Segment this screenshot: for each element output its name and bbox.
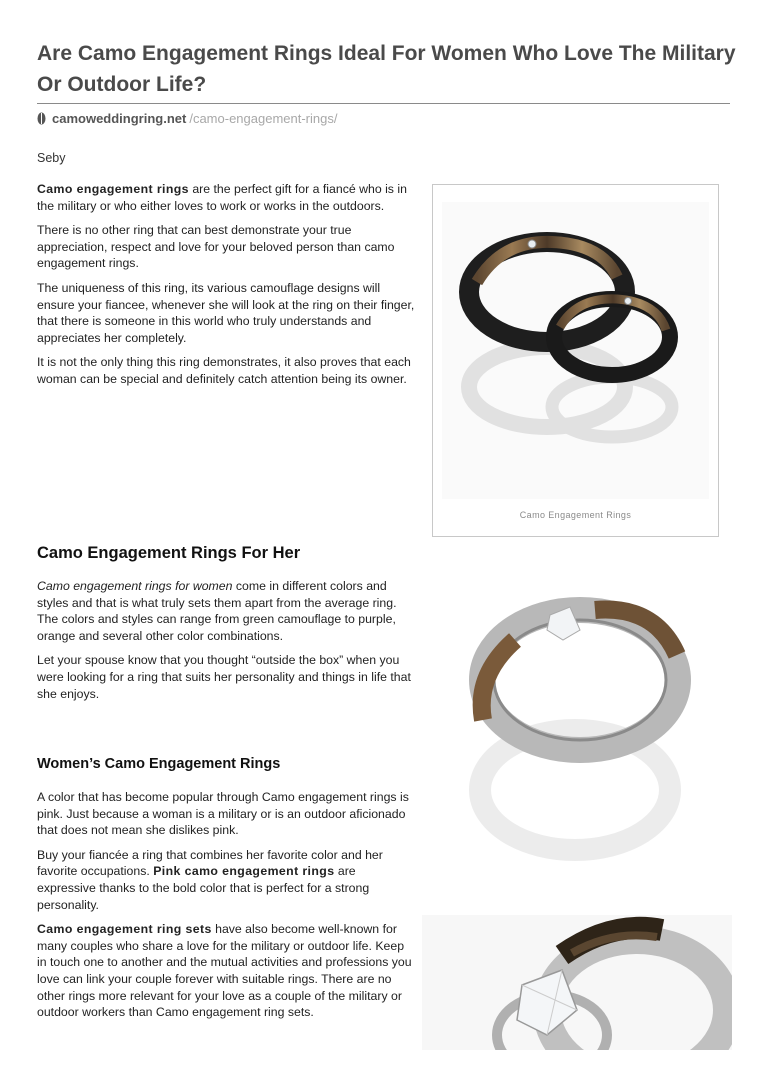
- section-paragraph: Let your spouse know that you thought “outside the box” when you were looking for a ring that suits her personality and things in life that she enjoys.: [37, 653, 411, 701]
- section-paragraph: Buy your fiancée a ring that combines her favorite color and her favorite occupations. Pink camo engagement rings are expressive thanks to the bold color that is perfect for a strong personality.: [37, 847, 383, 912]
- bold-phrase: Pink camo engagement rings: [153, 864, 335, 879]
- section-heading-womens: Women’s Camo Engagement Rings: [37, 756, 281, 772]
- section-womens-text: [37, 789, 417, 1029]
- italic-phrase: Camo engagement rings for women: [37, 579, 233, 593]
- bold-phrase: Camo engagement rings: [37, 182, 189, 196]
- section-her-text: [37, 578, 417, 710]
- camo-rings-figure: [432, 184, 719, 537]
- section-heading-her: Camo Engagement Rings For Her: [37, 544, 301, 562]
- section-paragraph: Camo engagement rings for women come in different colors and styles and that is what truly sets them apart from the average ring. The colors and styles can range from green camouflage to purple, orange and several other color combinations.: [37, 579, 397, 643]
- source-line: [37, 111, 337, 126]
- intro-paragraph: The uniqueness of this ring, its various camouflage designs will ensure your fiancee, whenever she will look at the ring on their finger, that there is someone in this world who truly understands and appreciates her completely.: [37, 280, 415, 345]
- section-paragraph: A color that has become popular through Camo engagement rings is pink. Just because a woman is a military or is an outdoor aficionado that does not mean she dislikes pink.: [37, 790, 409, 838]
- title-divider: [37, 103, 730, 104]
- intro-text: [37, 181, 417, 396]
- ring-set-image: [422, 915, 732, 1050]
- ring-pair-image: [442, 202, 709, 499]
- intro-paragraph: There is no other ring that can best demonstrate your true appreciation, respect and love for your beloved person than camo engagement rings.: [37, 223, 395, 271]
- source-path-link[interactable]: /camo-engagement-rings/: [189, 111, 338, 126]
- intro-paragraph: Camo engagement rings are the perfect gift for a fiancé who is in the military or who either loves to work or works in the outdoors.: [37, 182, 407, 213]
- bold-phrase: Camo engagement ring sets: [37, 922, 212, 937]
- intro-paragraph: It is not the only thing this ring demonstrates, it also proves that each woman can be special and definitely catch attention being its owner.: [37, 355, 411, 386]
- page-title: Are Camo Engagement Rings Ideal For Women Who Love The Military Or Outdoor Life?: [37, 42, 736, 96]
- tension-ring-image: [455, 585, 705, 890]
- section-paragraph: Camo engagement ring sets have also become well-known for many couples who share a love for the military or outdoor life. Keep in touch one to another and the mutual activities and professions you love can link your couple forever with suitable rings. There are no other rings more relevant for your love as a couple of the military or outdoor workers than Camo engagement ring sets.: [37, 922, 412, 1020]
- source-domain-link[interactable]: camoweddingring.net: [52, 111, 187, 126]
- leaf-icon: [37, 112, 46, 125]
- author-name: Seby: [37, 151, 66, 165]
- figure-caption: Camo Engagement Rings: [519, 510, 632, 520]
